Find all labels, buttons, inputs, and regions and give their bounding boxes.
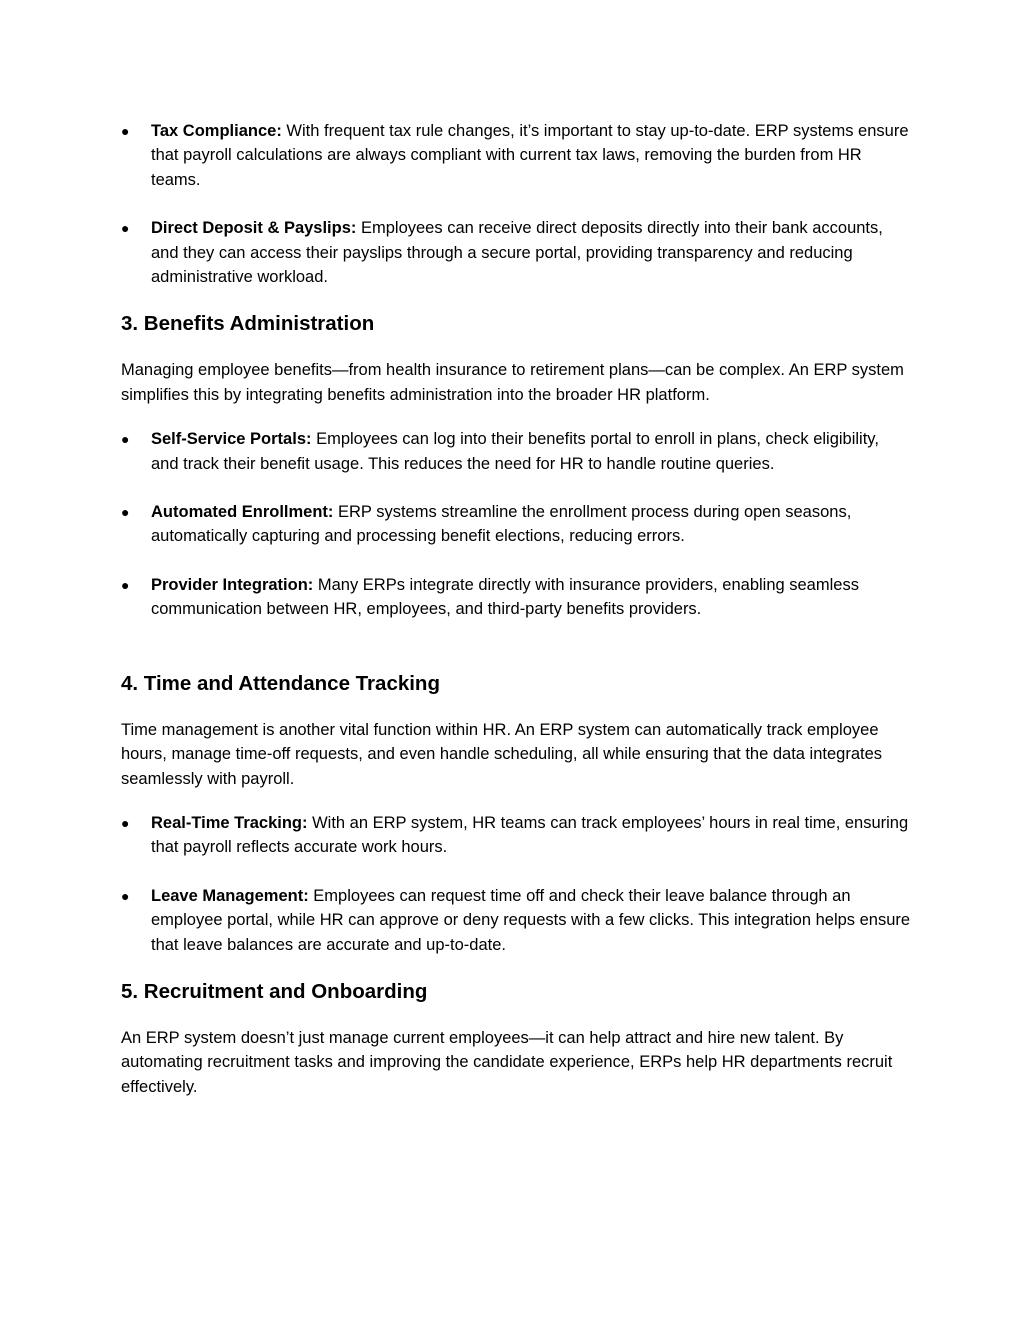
- bullet-dot-icon: ●: [121, 887, 130, 904]
- bullet-term: Self-Service Portals:: [151, 430, 312, 449]
- bullet-term: Tax Compliance:: [151, 122, 282, 140]
- bullet-text: Employees can receive direct deposits directly into their bank accounts, and they can access their payslips through a secure portal, providing transparency and reducing administrative workload.: [151, 219, 883, 287]
- bullet-tax-compliance: [121, 119, 911, 192]
- section-intro-benefits: Managing employee benefits—from health insurance to retirement plans—can be complex. An ERP system simplifies this by integrating benefits administration into the broader HR platform.: [121, 361, 904, 404]
- section-heading-recruitment: 5. Recruitment and Onboarding: [121, 979, 428, 1003]
- bullet-term: Direct Deposit & Payslips:: [151, 219, 357, 238]
- benefits-bullet-list: [121, 427, 911, 621]
- bullet-text: Employees can request time off and check their leave balance through an employee portal, while HR can approve or deny requests with a few clicks. This integration helps ensure that leave balances are accurate and up-to-date.: [151, 886, 911, 954]
- bullet-text: Employees can log into their benefits portal to enroll in plans, check eligibility, and track their benefit usage. This reduces the need for HR to handle routine queries.: [151, 430, 879, 473]
- bullet-text: With frequent tax rule changes, it’s important to stay up-to-date. ERP systems ensure that payroll calculations are always compliant with current tax laws, removing the burden from HR teams.: [151, 122, 909, 189]
- section-intro-time-attendance: Time management is another vital function within HR. An ERP system can automatically track employee hours, manage time-off requests, and even handle scheduling, all while ensuring that the data integrates seamlessly with payroll.: [121, 720, 883, 788]
- bullet-leave-management: [121, 884, 911, 957]
- time-attendance-bullet-list: [121, 811, 911, 957]
- bullet-dot-icon: ●: [121, 220, 130, 237]
- bullet-dot-icon: ●: [121, 123, 130, 139]
- bullet-automated-enrollment: [121, 500, 911, 549]
- bullet-term: Real-Time Tracking:: [151, 813, 308, 832]
- bullet-dot-icon: ●: [121, 504, 130, 521]
- bullet-dot-icon: ●: [121, 576, 130, 593]
- bullet-term: Automated Enrollment:: [151, 503, 334, 522]
- bullet-dot-icon: ●: [121, 814, 130, 831]
- bullet-real-time-tracking: [121, 811, 911, 860]
- bullet-text: With an ERP system, HR teams can track employees’ hours in real time, ensuring that payroll reflects accurate work hours.: [151, 813, 909, 857]
- bullet-self-service: [121, 427, 911, 476]
- bullet-text: Many ERPs integrate directly with insurance providers, enabling seamless communication between HR, employees, and third-party benefits providers.: [151, 575, 859, 619]
- section-heading-benefits: 3. Benefits Administration: [121, 312, 375, 336]
- bullet-direct-deposit: [121, 216, 911, 289]
- bullet-provider-integration: [121, 573, 911, 622]
- bullet-dot-icon: ●: [121, 431, 130, 448]
- bullet-term: Leave Management:: [151, 886, 309, 905]
- payroll-bullet-list: [121, 119, 911, 289]
- document-page: [121, 119, 911, 1099]
- bullet-term: Provider Integration:: [151, 575, 314, 594]
- section-intro-recruitment: An ERP system doesn’t just manage current employees—it can help attract and hire new talent. By automating recruitment tasks and improving the candidate experience, ERPs help HR departments recruit effectively.: [121, 1028, 893, 1096]
- section-heading-time-attendance: 4. Time and Attendance Tracking: [121, 671, 440, 695]
- bullet-text: ERP systems streamline the enrollment process during open seasons, automatically capturing and processing benefit elections, reducing errors.: [151, 503, 852, 546]
